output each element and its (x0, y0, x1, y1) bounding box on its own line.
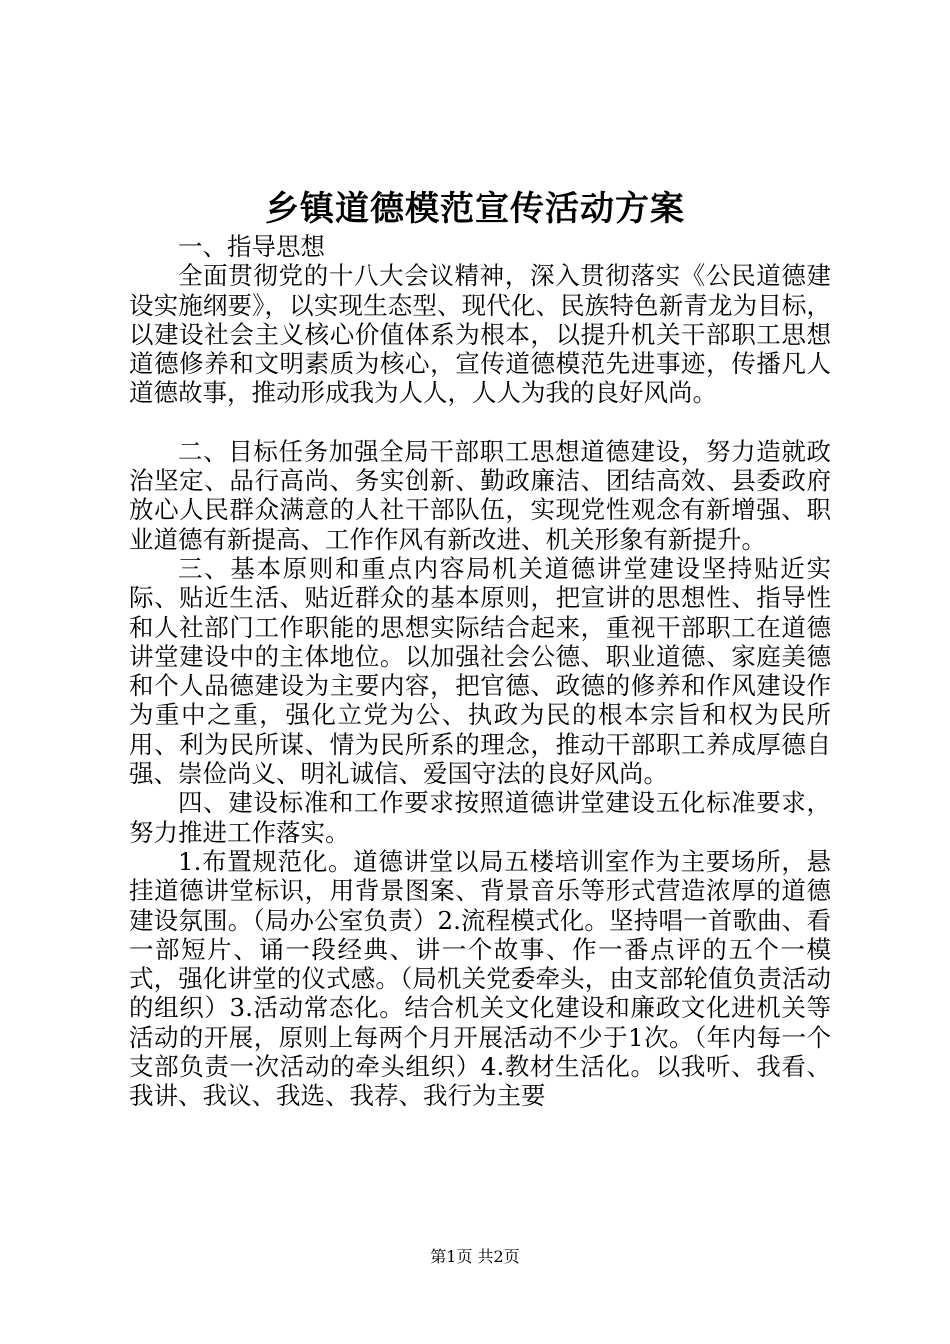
document-title: 乡镇道德模范宣传活动方案 (265, 189, 685, 229)
paragraph-principles-content: 三、基本原则和重点内容局机关道德讲堂建设坚持贴近实际、贴近生活、贴近群众的基本原则，把宣讲的思想性、指导性和人社部门工作职能的思想实际结合起来，重视干部职工在道德讲堂建设中的主体地位。以加强社会公德、职业道德、家庭美德和个人品德建设为主要内容，把官德、政德的修养和作风建设作为重中之重，强化立党为公、执政为民的根本宗旨和权为民所用、利为民所谋、情为民所系的理念，推动干部职工养成厚德自强、崇俭尚义、明礼诚信、爱国守法的良好风尚。 (129, 553, 831, 789)
paragraph-guiding-ideology: 全面贯彻党的十八大会议精神，深入贯彻落实《公民道德建设实施纲要》，以实现生态型、现代化、民族特色新青龙为目标，以建设社会主义核心价值体系为根本，以提升机关干部职工思想道德修养和文明素质为核心，宣传道德模范先进事迹，传播凡人道德故事，推动形成我为人人，人人为我的良好风尚。 (129, 261, 831, 408)
paragraph-goals-tasks: 二、目标任务加强全局干部职工思想道德建设，努力造就政治坚定、品行高尚、务实创新、勤政廉洁、团结高效、县委政府放心人民群众满意的人社干部队伍，实现党性观念有新增强、职业道德有新提高、工作作风有新改进、机关形象有新提升。 (129, 436, 831, 554)
page-footer: 第1页 共2页 (430, 1247, 520, 1266)
section-heading-guiding-ideology: 一、指导思想 (178, 232, 325, 261)
document-body (129, 232, 831, 1111)
paragraph-standards-requirements: 四、建设标准和工作要求按照道德讲堂建设五化标准要求，努力推进工作落实。 (129, 788, 831, 847)
paragraph-five-standards-list: 1.布置规范化。道德讲堂以局五楼培训室作为主要场所，悬挂道德讲堂标识，用背景图案、背景音乐等形式营造浓厚的道德建设氛围。（局办公室负责）2.流程模式化。坚持唱一首歌曲、看一部短片、诵一段经典、讲一个故事、作一番点评的五个一模式，强化讲堂的仪式感。（局机关党委牵头，由支部轮值负责活动的组织）3.活动常态化。结合机关文化建设和廉政文化进机关等活动的开展，原则上每两个月开展活动不少于1次。（年内每一个支部负责一次活动的牵头组织）4.教材生活化。以我听、我看、我讲、我议、我选、我荐、我行为主要 (129, 846, 831, 1111)
